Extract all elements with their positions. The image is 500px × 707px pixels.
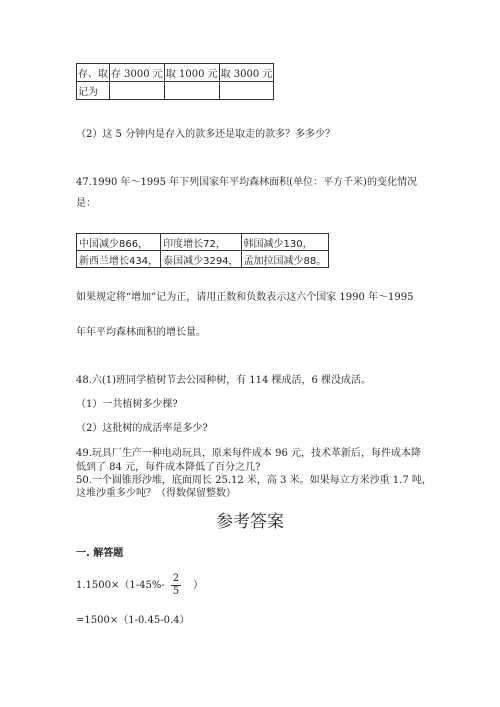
answer-1-line1 (76, 572, 203, 600)
question-46-2: （2）这 5 分钟内是存入的款多还是取走的款多？多多少？ (76, 129, 336, 140)
fraction-numerator: 2 (172, 573, 180, 584)
table-cell: 韩国减少130， (241, 234, 329, 251)
question-50-line1: 50.一个圆锥形沙堆，底面周长 25.12 米，高 3 米。如果每立方米沙重 1.7 吨， (76, 475, 432, 486)
question-47-line3: 如果规定将“增加”记为正，请用正数和负数表示这六个国家 1990 年～1995 (76, 292, 414, 303)
table-row (77, 82, 274, 100)
question-47-line1: 47.1990 年～1995 年下列国家年平均森林面积(单位：平方千米)的变化情况 (76, 177, 417, 188)
table-cell: 孟加拉国减少88。 (241, 251, 329, 268)
deposit-table (76, 63, 274, 100)
answer-1-line2: =1500×（1-0.45-0.4） (76, 615, 190, 626)
table-cell (164, 82, 219, 100)
table-cell: 存 3000 元 (110, 64, 165, 82)
table-cell: 新西兰增长434， (77, 251, 161, 268)
question-48-sub2: （2）这批树的成活率是多少? (76, 423, 208, 434)
table-cell (110, 82, 165, 100)
question-49-line2: 低到了 84 元，每件成本降低了百分之几? (76, 462, 261, 473)
question-47-line2: 是： (76, 198, 96, 209)
answer-title: 参考答案 (216, 512, 284, 532)
answer-1-prefix: 1.1500×（1-45%- (76, 580, 165, 591)
table-cell: 取 3000 元 (219, 64, 274, 82)
table-cell: 泰国减少3294， (161, 251, 241, 268)
question-48-line1: 48.六(1)班同学植树节去公园种树，有 114 棵成活，6 棵没成活。 (76, 375, 372, 386)
question-49-line1: 49.玩具厂生产一种电动玩具，原来每件成本 96 元，技术革新后，每件成本降 (76, 448, 421, 459)
table-cell (219, 82, 274, 100)
answer-1-suffix: ） (193, 580, 204, 591)
table-cell: 印度增长72， (161, 234, 241, 251)
table-cell: 记为 (77, 82, 110, 100)
question-48-sub1: （1）一共植树多少棵? (76, 399, 178, 410)
fraction-denominator: 5 (172, 586, 180, 597)
table-cell: 中国减少866， (77, 234, 161, 251)
section-title: 一. 解答题 (76, 548, 124, 559)
table-cell: 取 1000 元 (164, 64, 219, 82)
question-50-line2: 这堆沙重多少吨？（得数保留整数） (76, 488, 236, 499)
forest-table (76, 233, 329, 268)
table-row (77, 234, 329, 251)
table-row (77, 251, 329, 268)
table-cell: 存、取 (77, 64, 110, 82)
question-47-line4: 年年平均森林面积的增长量。 (76, 327, 206, 338)
fraction (171, 573, 181, 598)
table-row (77, 64, 274, 82)
